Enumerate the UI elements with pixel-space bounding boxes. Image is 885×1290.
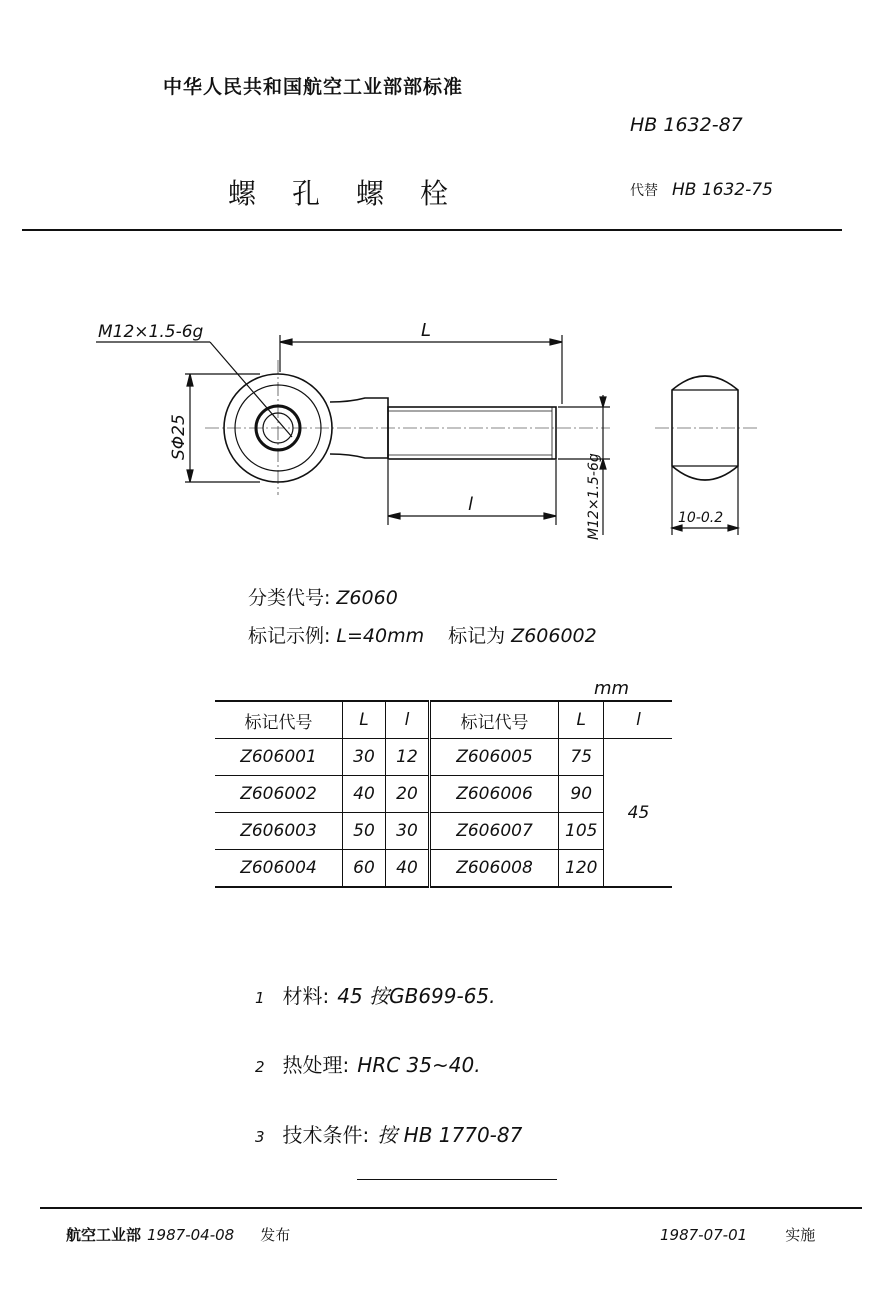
cell-L: 30: [343, 739, 386, 776]
cell-code: Z606005: [430, 739, 559, 776]
cell-l: 30: [386, 813, 430, 850]
label-l: l: [468, 494, 474, 515]
replaces-line: [630, 180, 773, 200]
note-value: 45 按GB699-65.: [337, 984, 496, 1008]
header-code-1: 标记代号: [215, 701, 343, 739]
cell-code: Z606001: [240, 747, 317, 767]
header-l-2: l: [604, 701, 673, 739]
spec-table: [215, 700, 672, 888]
footer-effective: [660, 1224, 815, 1245]
marking-example-label: 标记示例:: [248, 625, 331, 647]
classification-value: Z6060: [336, 587, 398, 609]
issue-date: 1987-04-08: [147, 1226, 235, 1244]
note-item: [255, 980, 496, 1009]
effective-date: 1987-07-01: [660, 1226, 748, 1244]
end-rule: [357, 1179, 557, 1180]
cell-code: Z606003: [215, 813, 343, 850]
standard-title: 中华人民共和国航空工业部部标准: [163, 76, 464, 98]
cell-L: 105: [559, 813, 604, 850]
cell-L: 120: [559, 850, 604, 888]
note-value: 按 HB 1770-87: [377, 1123, 523, 1147]
cell-L: 40: [343, 776, 386, 813]
footer-issue: [66, 1224, 290, 1245]
note-number: 2: [255, 1058, 265, 1076]
cell-code: Z606008: [430, 850, 559, 888]
cell-l-merged: 45: [604, 739, 673, 888]
classification-line: [248, 583, 398, 610]
marking-example-value: L=40mm: [336, 625, 425, 647]
header-rule: [22, 229, 842, 231]
marking-example-line: [248, 621, 597, 648]
note-label: 技术条件:: [282, 1123, 370, 1147]
cell-code: Z606006: [430, 776, 559, 813]
note-number: 3: [255, 1128, 265, 1146]
cell-l: 40: [386, 850, 430, 888]
issue-label: 发布: [260, 1226, 291, 1244]
technical-drawing: [0, 290, 885, 560]
note-item: [255, 1119, 522, 1148]
cell-l: 12: [386, 739, 430, 776]
issuer: 航空工业部: [66, 1226, 142, 1244]
label-L: L: [421, 320, 432, 341]
cell-code: Z606004: [215, 850, 343, 888]
cell-L: 90: [559, 776, 604, 813]
footer-rule: [40, 1207, 862, 1209]
replaces-label: 代替: [630, 183, 658, 199]
cell-L: 60: [343, 850, 386, 888]
table-unit: mm: [594, 678, 630, 699]
cell-l: 20: [386, 776, 430, 813]
effective-label: 实施: [785, 1226, 816, 1244]
marking-example-mark-label: 标记为: [448, 625, 506, 647]
standard-number: HB 1632-87: [630, 114, 743, 136]
replaces-value: HB 1632-75: [672, 180, 773, 200]
cell-code: Z606002: [215, 776, 343, 813]
cell-L: 75: [559, 739, 604, 776]
table-row: [215, 813, 672, 850]
table-row: [215, 850, 672, 888]
note-item: [255, 1049, 481, 1078]
cell-L: 50: [343, 813, 386, 850]
header-L-2: L: [559, 701, 604, 739]
marking-example-mark-value: Z606002: [511, 625, 597, 647]
sphere-diameter: SΦ25: [169, 414, 189, 460]
thread-callout: M12×1.5-6g: [98, 322, 204, 342]
width-tolerance: 10-0.2: [678, 510, 724, 526]
table-row: [215, 739, 672, 776]
note-number: 1: [255, 989, 265, 1007]
table-header-row: [215, 701, 672, 739]
header-l-1: l: [386, 701, 430, 739]
note-label: 材料:: [282, 984, 330, 1008]
threaded-shank: [388, 407, 556, 459]
document-title: 螺孔螺栓: [228, 177, 485, 210]
note-value: HRC 35~40.: [357, 1053, 481, 1077]
cell-code: Z606007: [430, 813, 559, 850]
thread-callout-vertical: M12×1.5-6g: [586, 453, 602, 540]
note-label: 热处理:: [282, 1053, 350, 1077]
header-code-2: 标记代号: [430, 701, 559, 739]
classification-label: 分类代号:: [248, 587, 331, 609]
table-row: [215, 776, 672, 813]
header-L-1: L: [343, 701, 386, 739]
